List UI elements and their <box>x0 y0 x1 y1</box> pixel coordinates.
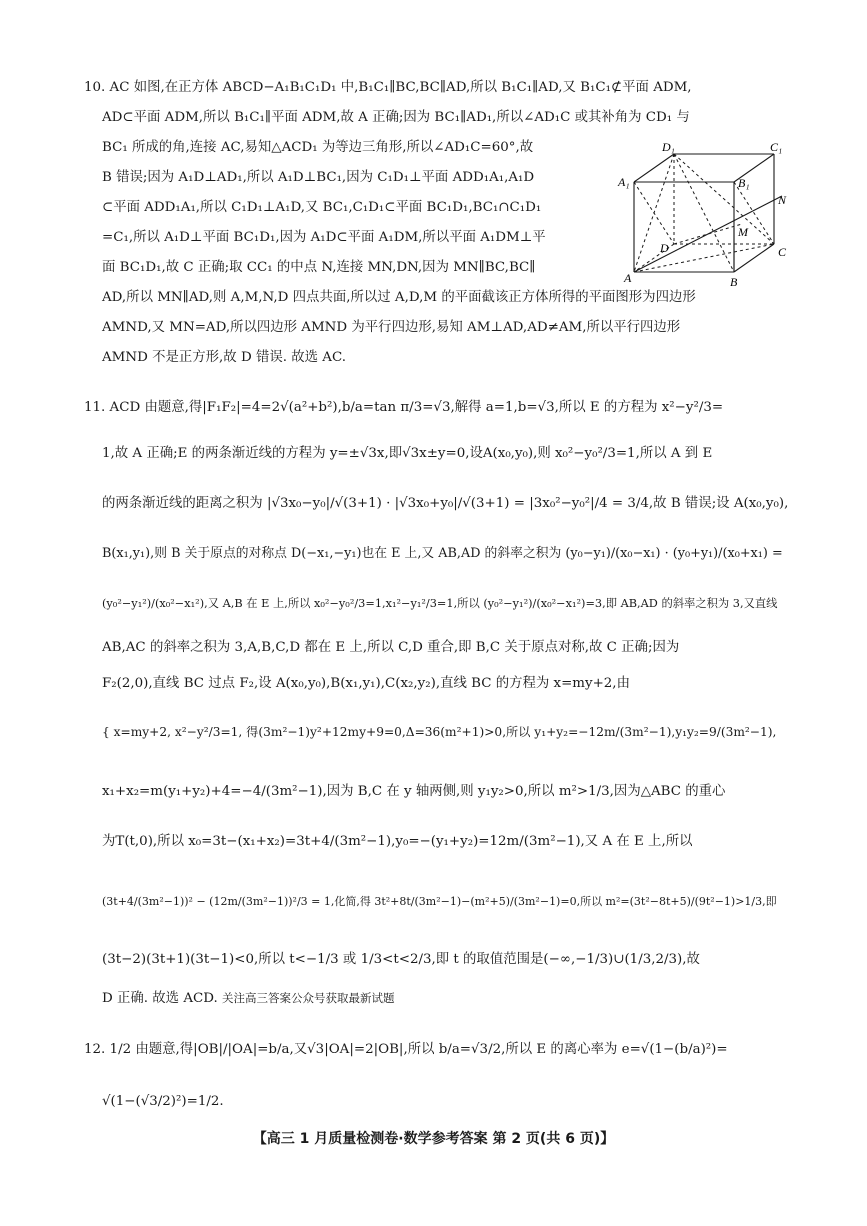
p12-line-2: √(1−(√3/2)²)=1/2. <box>102 1094 224 1109</box>
p11-line-10: 为T(t,0),所以 x₀=3t−(x₁+x₂)=3t+4/(3m²−1),y₀=−(y₁+y₂)=12m/(3m²−1),又 A 在 E 上,所以 <box>102 834 693 849</box>
p11-conclusion: D 正确. 故选 ACD. <box>102 991 218 1006</box>
p10-line-3: BC₁ 所成的角,连接 AC,易知△ACD₁ 为等边三角形,所以∠AD₁C=60°,故 <box>102 140 534 155</box>
label-C: C <box>778 245 787 259</box>
p11-line-3: 的两条渐近线的距离之积为 |√3x₀−y₀|/√(3+1) · |√3x₀+y₀|/√(3+1) = |3x₀²−y₀²|/4 = 3/4,故 B 错误;设 A(x₀,y₀), <box>102 496 789 511</box>
p11-line-12: (3t−2)(3t+1)(3t−1)<0,所以 t<−1/3 或 1/3<t<2/3,即 t 的取值范围是(−∞,−1/3)∪(1/3,2/3),故 <box>102 952 700 967</box>
p11-line-1: 11. ACD 由题意,得|F₁F₂|=4=2√(a²+b²),b/a=tan π/3=√3,解得 a=1,b=√3,所以 E 的方程为 x²−y²/3= <box>84 400 724 415</box>
p11-line-11: (3t+4/(3m²−1))² − (12m/(3m²−1))²/3 = 1,化简,得 3t²+8t/(3m²−1)−(m²+5)/(3m²−1)=0,所以 m²=(3t²−8t+5)/(9t²−1)>1/3,即 <box>102 895 777 908</box>
p10-line-4: B 错误;因为 A₁D⊥AD₁,所以 A₁D⊥BC₁,因为 C₁D₁⊥平面 ADD₁A₁,A₁D <box>102 170 535 185</box>
p10-line-8: AD,所以 MN∥AD,则 A,M,N,D 四点共面,所以过 A,D,M 的平面截该正方体所得的平面图形为四边形 <box>102 290 696 305</box>
label-B: B <box>730 275 738 289</box>
label-M: M <box>738 225 748 239</box>
label-A1: A₁ <box>618 175 630 189</box>
p11-line-7: F₂(2,0),直线 BC 过点 F₂,设 A(x₀,y₀),B(x₁,y₁),C(x₂,y₂),直线 BC 的方程为 x=my+2,由 <box>102 676 630 691</box>
label-C1: C₁ <box>770 140 783 154</box>
p10-line-2: AD⊂平面 ADM,所以 B₁C₁∥平面 ADM,故 A 正确;因为 BC₁∥AD₁,所以∠AD₁C 或其补角为 CD₁ 与 <box>102 110 690 125</box>
label-D: D <box>660 241 669 255</box>
p10-line-9: AMND,又 MN=AD,所以四边形 AMND 为平行四边形,易知 AM⊥AD,AD≠AM,所以平行四边形 <box>102 320 681 335</box>
p11-line-6: AB,AC 的斜率之积为 3,A,B,C,D 都在 E 上,所以 C,D 重合,即 B,C 关于原点对称,故 C 正确;因为 <box>102 640 680 655</box>
label-N: N <box>778 193 787 207</box>
p11-line-13 <box>102 988 395 1009</box>
p10-line-10: AMND 不是正方形,故 D 错误. 故选 AC. <box>102 350 346 365</box>
p10-line-1: 10. AC 如图,在正方体 ABCD−A₁B₁C₁D₁ 中,B₁C₁∥BC,BC∥AD,所以 B₁C₁∥AD,又 B₁C₁⊄平面 ADM, <box>84 80 692 95</box>
p11-line-8: { x=my+2, x²−y²/3=1, 得(3m²−1)y²+12my+9=0,Δ=36(m²+1)>0,所以 y₁+y₂=−12m/(3m²−1),y₁y₂=9/(3m²−1), <box>102 725 777 739</box>
p11-note: 关注高三答案公众号获取最新试题 <box>222 991 395 1005</box>
p10-line-5: ⊂平面 ADD₁A₁,所以 C₁D₁⊥A₁D,又 BC₁,C₁D₁⊂平面 BC₁D₁,BC₁∩C₁D₁ <box>102 200 542 215</box>
label-D1: D₁ <box>662 140 675 154</box>
p11-line-5: (y₀²−y₁²)/(x₀²−x₁²),又 A,B 在 E 上,所以 x₀²−y₀²/3=1,x₁²−y₁²/3=1,所以 (y₀²−y₁²)/(x₀²−x₁²)=3,即 AB,AD 的斜率之积为 3,又直线 <box>102 597 778 610</box>
p11-line-2: 1,故 A 正确;E 的两条渐近线的方程为 y=±√3x,即√3x±y=0,设A(x₀,y₀),则 x₀²−y₀²/3=1,所以 A 到 E <box>102 446 713 461</box>
p11-line-9: x₁+x₂=m(y₁+y₂)+4=−4/(3m²−1),因为 B,C 在 y 轴两侧,则 y₁y₂>0,所以 m²>1/3,因为△ABC 的重心 <box>102 784 726 799</box>
page-footer: 【高三 1 月质量检测卷·数学参考答案 第 2 页(共 6 页)】 <box>252 1131 615 1147</box>
p10-line-6: =C₁,所以 A₁D⊥平面 BC₁D₁,因为 A₁D⊂平面 A₁DM,所以平面 A₁DM⊥平 <box>102 230 546 245</box>
p12-line-1: 12. 1/2 由题意,得|OB|/|OA|=b/a,又√3|OA|=2|OB|,所以 b/a=√3/2,所以 E 的离心率为 e=√(1−(b/a)²)= <box>84 1042 728 1057</box>
p11-line-4: B(x₁,y₁),则 B 关于原点的对称点 D(−x₁,−y₁)也在 E 上,又 AB,AD 的斜率之积为 (y₀−y₁)/(x₀−x₁) · (y₀+y₁)/(x₀+x₁) = <box>102 546 783 561</box>
cube-figure <box>612 140 792 290</box>
label-B1: B₁ <box>738 176 750 190</box>
label-A: A <box>624 271 632 285</box>
p10-line-7: 面 BC₁D₁,故 C 正确;取 CC₁ 的中点 N,连接 MN,DN,因为 MN∥BC,BC∥ <box>102 260 536 275</box>
